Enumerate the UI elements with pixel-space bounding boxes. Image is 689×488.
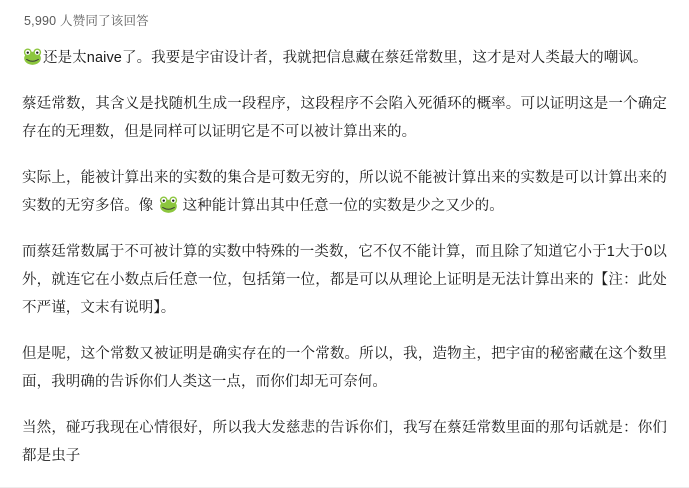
paragraph-1 bbox=[22, 44, 667, 72]
left-edge-strip bbox=[0, 0, 2, 488]
paragraph-6-text: 当然，碰巧我现在心情很好，所以我大发慈悲的告诉你们，我写在蔡廷常数里面的那句话就是：你们都是虫子 bbox=[22, 420, 667, 464]
paragraph-1-text: 还是太naive了。我要是宇宙设计者，我就把信息藏在蔡廷常数里，这才是对人类最大的嘲讽。 bbox=[43, 50, 648, 66]
paragraph-6 bbox=[22, 414, 667, 470]
paragraph-5 bbox=[22, 340, 667, 396]
frog-face-emoji bbox=[159, 195, 178, 214]
upvote-count-label: 5,990 人赞同了该回答 bbox=[24, 14, 149, 28]
paragraph-4-text: 而蔡廷常数属于不可被计算的实数中特殊的一类数，它不仅不能计算，而且除了知道它小于1大于0以外，就连它在小数点后任意一位，包括第一位，都是可以从理论上证明是无法计算出来的【注：此处不严谨，文末有说明】。 bbox=[22, 244, 667, 316]
paragraph-3 bbox=[22, 164, 667, 220]
paragraph-3-text-after: 这种能计算出其中任意一位的实数是少之又少的。 bbox=[178, 198, 504, 214]
paragraph-2-text: 蔡廷常数，其含义是找随机生成一段程序，这段程序不会陷入死循环的概率。可以证明这是一个确定存在的无理数，但是同样可以证明它是不可以被计算出来的。 bbox=[22, 96, 667, 140]
paragraph-2 bbox=[22, 90, 667, 146]
paragraph-4 bbox=[22, 238, 667, 322]
paragraph-5-text: 但是呢，这个常数又被证明是确实存在的一个常数。所以，我，造物主，把宇宙的秘密藏在这个数里面，我明确的告诉你们人类这一点，而你们却无可奈何。 bbox=[22, 346, 667, 390]
answer-body bbox=[22, 44, 667, 470]
frog-face-emoji bbox=[23, 47, 42, 66]
paragraph-3-text-before: 实际上，能被计算出来的实数的集合是可数无穷的，所以说不能被计算出来的实数是可以计算出来的实数的无穷多倍。像 bbox=[22, 170, 667, 214]
